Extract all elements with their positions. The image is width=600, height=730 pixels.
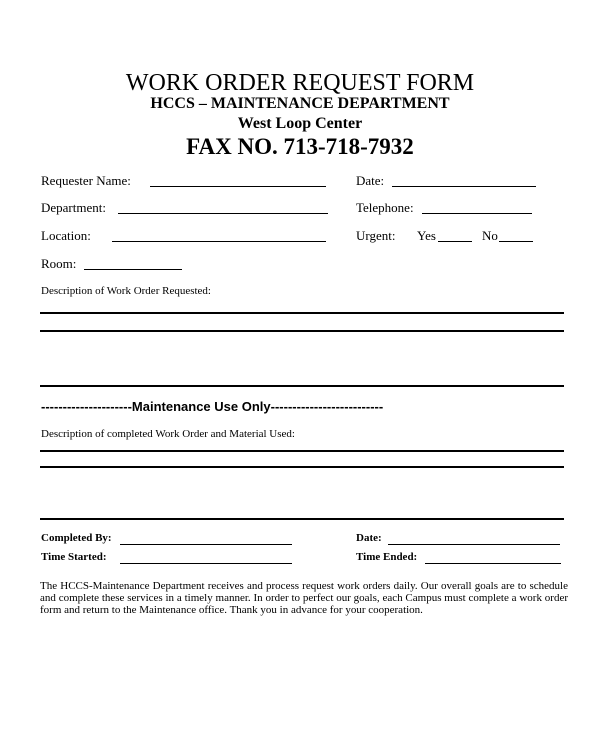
telephone-field[interactable] — [422, 213, 532, 214]
urgent-no-label: No — [482, 228, 498, 243]
completion-date-field[interactable] — [388, 544, 560, 545]
room-field[interactable] — [84, 269, 182, 270]
completed-line-1[interactable] — [40, 450, 564, 452]
time-ended-label: Time Ended: — [356, 551, 418, 563]
urgent-yes-field[interactable] — [438, 241, 472, 242]
location-label: Location: — [41, 228, 91, 243]
telephone-label: Telephone: — [356, 200, 414, 215]
department-heading: HCCS – MAINTENANCE DEPARTMENT — [150, 95, 450, 112]
room-label: Room: — [41, 256, 77, 271]
dashes-right: -------------------------- — [270, 399, 384, 414]
maintenance-title: Maintenance Use Only — [131, 399, 271, 414]
completed-line-2[interactable] — [40, 466, 564, 468]
location-heading: West Loop Center — [237, 115, 363, 132]
time-started-label: Time Started: — [41, 551, 107, 563]
time-started-field[interactable] — [120, 563, 292, 564]
description-completed-label: Description of completed Work Order and Material Used: — [41, 428, 295, 440]
urgent-yes-label: Yes — [417, 228, 436, 243]
urgent-no-field[interactable] — [499, 241, 533, 242]
footer-note: The HCCS-Maintenance Department receives and process request work orders daily. Our overall goals are to schedule and complete these services in a timely manner. In order to perfect our goals, each Campus must complete a work order form and return to the Maintenance office. Thank you in advance for your cooperation. — [40, 580, 568, 616]
dashes-left: --------------------- — [41, 399, 132, 414]
description-line-2[interactable] — [40, 330, 564, 332]
urgent-label: Urgent: — [356, 228, 396, 243]
requester-name-field[interactable] — [150, 186, 326, 187]
description-line-3[interactable] — [40, 385, 564, 387]
fax-number: FAX NO. 713-718-7932 — [186, 134, 414, 159]
requester-name-label: Requester Name: — [41, 173, 131, 188]
description-line-1[interactable] — [40, 312, 564, 314]
department-label: Department: — [41, 200, 106, 215]
completed-by-label: Completed By: — [41, 532, 112, 544]
department-field[interactable] — [118, 213, 328, 214]
date-label: Date: — [356, 173, 385, 188]
completion-date-label: Date: — [356, 532, 382, 544]
maintenance-use-only-heading — [41, 399, 383, 414]
description-requested-label: Description of Work Order Requested: — [41, 285, 211, 297]
form-title: WORK ORDER REQUEST FORM — [125, 70, 475, 96]
completed-line-3[interactable] — [40, 518, 564, 520]
completed-by-field[interactable] — [120, 544, 292, 545]
date-field[interactable] — [392, 186, 536, 187]
location-field[interactable] — [112, 241, 326, 242]
time-ended-field[interactable] — [425, 563, 561, 564]
